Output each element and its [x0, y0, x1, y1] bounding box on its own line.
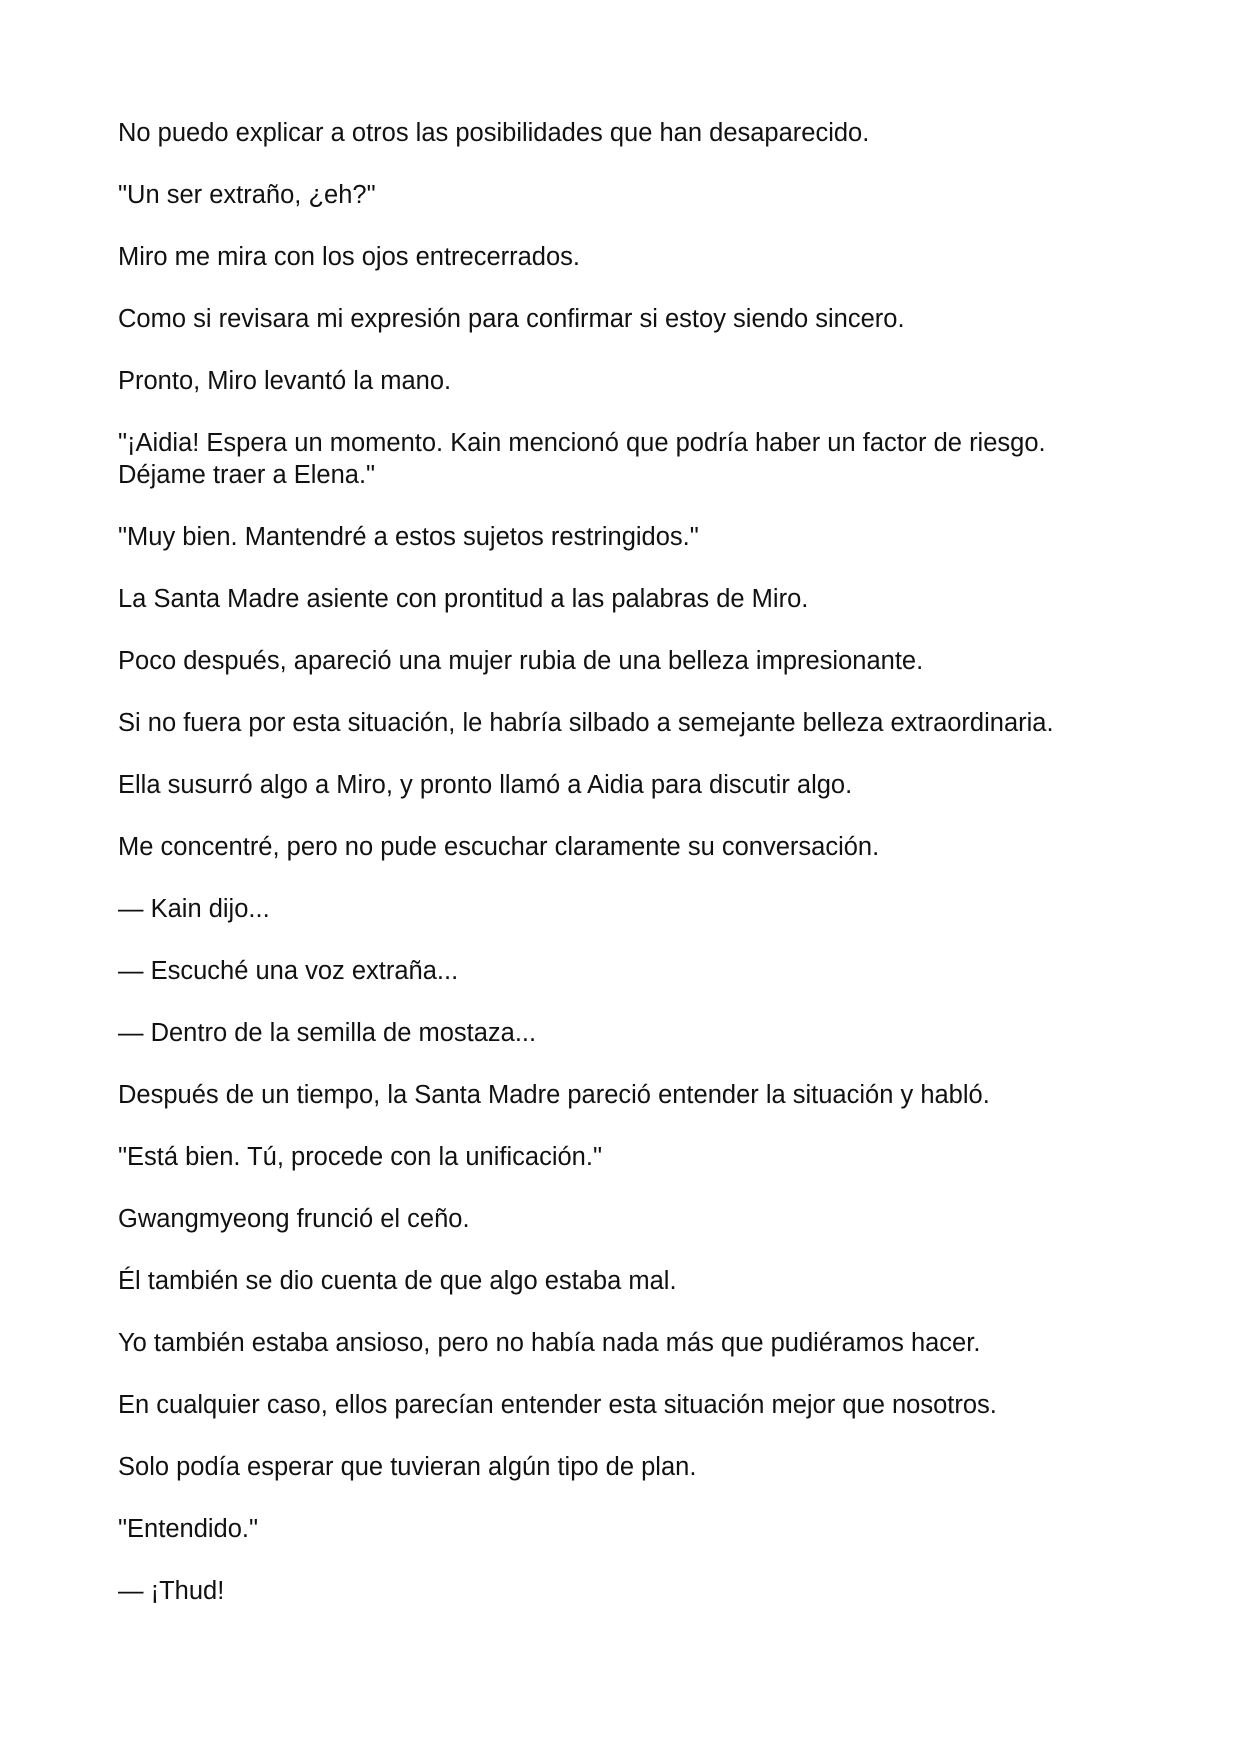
paragraph-8: La Santa Madre asiente con prontitud a las palabras de Miro. — [118, 585, 809, 613]
paragraph-23: "Entendido." — [118, 1515, 259, 1543]
paragraph-17: "Está bien. Tú, procede con la unificación." — [118, 1143, 603, 1171]
paragraph-15: — Dentro de la semilla de mostaza... — [118, 1019, 537, 1047]
paragraph-1: No puedo explicar a otros las posibilidades que han desaparecido. — [118, 119, 870, 147]
paragraph-19: Él también se dio cuenta de que algo estaba mal. — [118, 1267, 677, 1295]
paragraph-2: "Un ser extraño, ¿eh?" — [118, 181, 376, 209]
paragraph-11: Ella susurró algo a Miro, y pronto llamó a Aidia para discutir algo. — [118, 771, 853, 799]
paragraph-4: Como si revisara mi expresión para confirmar si estoy siendo sincero. — [118, 305, 905, 333]
paragraph-20: Yo también estaba ansioso, pero no había nada más que pudiéramos hacer. — [118, 1329, 981, 1357]
paragraph-10: Si no fuera por esta situación, le habría silbado a semejante belleza extraordinaria. — [118, 709, 1054, 737]
paragraph-3: Miro me mira con los ojos entrecerrados. — [118, 243, 581, 271]
paragraph-13: — Kain dijo... — [118, 895, 270, 923]
paragraph-16: Después de un tiempo, la Santa Madre pareció entender la situación y habló. — [118, 1081, 990, 1109]
paragraph-9: Poco después, apareció una mujer rubia de una belleza impresionante. — [118, 647, 924, 675]
paragraph-5: Pronto, Miro levantó la mano. — [118, 367, 452, 395]
paragraph-6: "¡Aidia! Espera un momento. Kain mencionó que podría haber un factor de riesgo. Déjame traer a Elena." — [118, 429, 1053, 489]
document-body — [118, 117, 1128, 1637]
paragraph-7: "Muy bien. Mantendré a estos sujetos restringidos." — [118, 523, 699, 551]
paragraph-12: Me concentré, pero no pude escuchar claramente su conversación. — [118, 833, 880, 861]
paragraph-22: Solo podía esperar que tuvieran algún tipo de plan. — [118, 1453, 697, 1481]
paragraph-18: Gwangmyeong frunció el ceño. — [118, 1205, 470, 1233]
paragraph-24: — ¡Thud! — [118, 1577, 225, 1605]
paragraph-21: En cualquier caso, ellos parecían entender esta situación mejor que nosotros. — [118, 1391, 997, 1419]
paragraph-14: — Escuché una voz extraña... — [118, 957, 459, 985]
